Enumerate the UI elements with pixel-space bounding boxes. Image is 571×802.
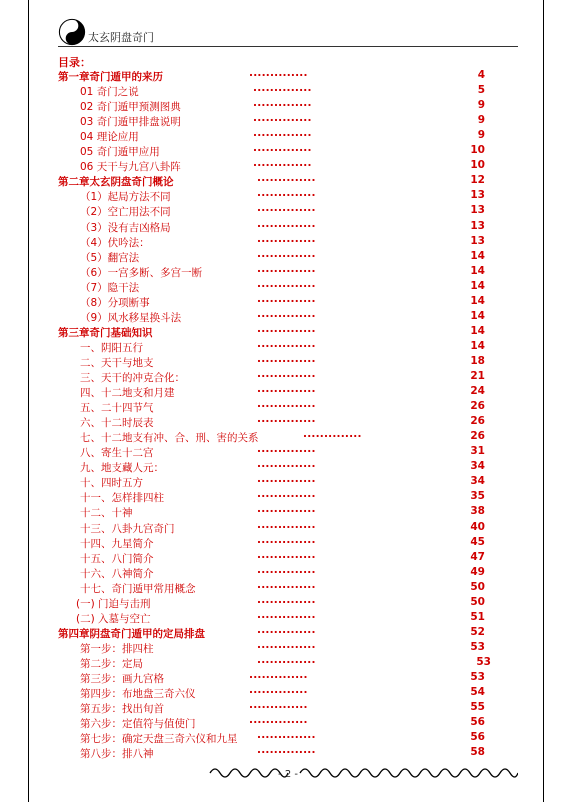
toc-leader-dots: .............. — [249, 699, 308, 712]
toc-entry-title: 01 奇门之说 — [80, 86, 139, 99]
toc-entry-title: 十、四时五方 — [80, 477, 143, 490]
toc-leader-dots: .............. — [257, 262, 316, 275]
toc-page-number: 10 — [470, 159, 485, 172]
toc-page-number: 14 — [470, 294, 485, 307]
toc-leader-dots: .............. — [257, 413, 316, 426]
toc-entry-title: （1）起局方法不同 — [80, 191, 171, 204]
toc-entry-title: （6）一宫多断、多宫一断 — [80, 266, 203, 279]
toc-entry[interactable] — [0, 746, 571, 761]
toc-entry-title: （5）翻宫法 — [80, 251, 140, 264]
toc-entry-title: 四、十二地支和月建 — [80, 387, 175, 400]
toc-entry-title: (二) 入墓与空亡 — [76, 612, 151, 625]
toc-page-number: 34 — [470, 475, 485, 488]
toc-leader-dots: .............. — [257, 337, 316, 350]
toc-entry-title: 第一步：排四柱 — [80, 642, 154, 655]
toc-page-number: 38 — [470, 505, 485, 518]
toc-leader-dots: .............. — [257, 608, 316, 621]
toc-page-number: 31 — [470, 445, 485, 458]
toc-entry-title: （7）隐干法 — [80, 281, 140, 294]
toc-entry-title: 八、寄生十二宫 — [80, 447, 154, 460]
toc-leader-dots: .............. — [257, 744, 316, 757]
toc-leader-dots: .............. — [253, 142, 312, 155]
toc-entry-title: 五、二十四节气 — [80, 402, 154, 415]
toc-entry-title: 六、十二时辰表 — [80, 417, 154, 430]
toc-entry-title: 第一章奇门遁甲的来历 — [58, 71, 163, 83]
toc-leader-dots: .............. — [257, 307, 316, 320]
toc-page-number: 51 — [470, 610, 485, 623]
toc-entry-title: 第三章奇门基础知识 — [58, 326, 153, 339]
toc-page-number: 21 — [470, 370, 485, 382]
toc-leader-dots: .............. — [257, 322, 316, 335]
toc-page-number: 14 — [470, 264, 485, 277]
toc-leader-dots: .............. — [257, 352, 316, 365]
toc-page-number: 53 — [470, 640, 485, 653]
toc-page-number: 14 — [470, 249, 485, 262]
toc-entry-title: （4）伏吟法： — [80, 236, 150, 249]
toc-leader-dots: .............. — [253, 112, 312, 125]
toc-leader-dots: .............. — [257, 473, 316, 486]
toc-page-number: 26 — [470, 430, 485, 443]
toc-page-number: 4 — [477, 69, 485, 81]
toc-entry-title: 第六步：定值符与值使门 — [80, 718, 196, 731]
toc-page-number: 50 — [470, 580, 485, 593]
toc-leader-dots: .............. — [257, 533, 316, 546]
toc-entry-title: 第七步：确定天盘三奇六仪和九星 — [80, 733, 238, 746]
toc-leader-dots: .............. — [303, 428, 362, 441]
toc-leader-dots: .............. — [249, 684, 308, 697]
toc-leader-dots: .............. — [257, 277, 316, 290]
toc-page-number: 50 — [470, 595, 485, 608]
page-number: - 2 - — [278, 769, 298, 780]
toc-page-number: 53 — [476, 655, 491, 668]
toc-leader-dots: .............. — [249, 714, 308, 727]
toc-entry-title: 第二章太玄阴盘奇门概论 — [58, 176, 174, 189]
toc-entry-title: 九、地支藏人元： — [80, 462, 164, 475]
toc-page-number: 14 — [470, 324, 485, 337]
toc-entry-title: 一、阴阳五行 — [80, 341, 143, 354]
toc-entry-title: 第二步：定局 — [80, 657, 143, 670]
toc-entry-title: 第四章阴盘奇门遁甲的定局排盘 — [58, 627, 205, 640]
toc-entry-title: （9）风水移星换斗法 — [80, 311, 182, 324]
toc-leader-dots: .............. — [257, 247, 316, 260]
toc-entry-title: 十二、十神 — [80, 507, 133, 520]
toc-entry-title: 05 奇门遁甲应用 — [80, 146, 160, 159]
toc-page-number: 13 — [470, 234, 485, 247]
toc-entry-title: （8）分项断事 — [80, 296, 150, 309]
toc-page-number: 13 — [470, 219, 485, 232]
toc-leader-dots: .............. — [253, 157, 312, 170]
page-header — [58, 18, 518, 48]
toc-leader-dots: .............. — [249, 67, 308, 79]
toc-entry-title: 02 奇门遁甲预测图典 — [80, 101, 181, 114]
toc-entry-title: 03 奇门遁甲排盘说明 — [80, 116, 181, 129]
toc-leader-dots: .............. — [257, 383, 316, 396]
toc-leader-dots: .............. — [257, 548, 316, 561]
toc-page-number: 9 — [477, 129, 485, 142]
toc-entry-title: 十五、八门简介 — [80, 552, 154, 565]
toc-page-number: 13 — [470, 204, 485, 217]
toc-leader-dots: .............. — [257, 518, 316, 531]
toc-page-number: 24 — [470, 385, 485, 398]
toc-leader-dots: .............. — [257, 458, 316, 471]
toc-page-number: 47 — [470, 550, 485, 563]
toc-heading: 目录： — [58, 56, 91, 69]
toc-page-number: 52 — [470, 625, 485, 638]
toc-leader-dots: .............. — [257, 653, 316, 666]
toc-leader-dots: .............. — [257, 172, 316, 185]
toc-page-number: 12 — [470, 174, 485, 187]
toc-page-number: 35 — [470, 490, 485, 503]
toc-page-number: 18 — [470, 354, 485, 367]
toc-page-number: 13 — [470, 189, 485, 202]
toc-page-number: 5 — [477, 84, 485, 97]
toc-page-number: 14 — [470, 279, 485, 292]
toc-page-number: 9 — [477, 114, 485, 127]
toc-entry-title: 十一、怎样排四柱 — [80, 492, 164, 505]
toc-entry[interactable] — [0, 415, 571, 430]
toc-page-number: 56 — [470, 731, 485, 744]
toc-page-number: 26 — [470, 415, 485, 428]
toc-page-number: 9 — [477, 99, 485, 112]
toc-leader-dots: .............. — [257, 232, 316, 245]
toc-leader-dots: .............. — [257, 638, 316, 651]
yin-yang-icon — [58, 18, 86, 46]
toc-entry-title: 第三步：画九宫格 — [80, 673, 164, 685]
toc-leader-dots: .............. — [257, 202, 316, 215]
toc-page-number: 56 — [470, 716, 485, 729]
toc-entry-title: 04 理论应用 — [80, 131, 139, 144]
toc-page-number: 26 — [470, 400, 485, 413]
toc-page-number: 55 — [470, 701, 485, 714]
toc-entry-title: 二、天干与地支 — [80, 356, 154, 369]
toc-page-number: 10 — [470, 144, 485, 157]
toc-entry-title: 06 天干与九宫八卦阵 — [80, 161, 181, 174]
toc-page-number: 34 — [470, 460, 485, 473]
toc-leader-dots: .............. — [257, 729, 316, 742]
toc-leader-dots: .............. — [257, 623, 316, 636]
toc-entry-title: （2）空亡用法不同 — [80, 206, 171, 219]
toc-entry-title: 三、天干的冲克合化： — [80, 372, 185, 384]
toc-leader-dots: .............. — [257, 593, 316, 606]
toc-leader-dots: .............. — [257, 488, 316, 501]
toc-leader-dots: .............. — [253, 127, 312, 140]
toc-leader-dots: .............. — [257, 187, 316, 200]
toc-entry-title: (一) 门迫与击刑 — [76, 597, 151, 610]
toc-leader-dots: .............. — [253, 97, 312, 110]
toc-entry-title: 七、十二地支有冲、合、刑、害的关系 — [80, 432, 259, 445]
toc-entry-title: 十七、奇门遁甲常用概念 — [80, 582, 196, 595]
toc-entry-title: 十四、九星简介 — [80, 537, 154, 550]
header-divider — [58, 46, 518, 47]
toc-leader-dots: .............. — [253, 82, 312, 95]
toc-page-number: 14 — [470, 339, 485, 352]
right-ornament-icon — [298, 766, 518, 780]
toc-entry-title: 十三、八卦九宫奇门 — [80, 522, 175, 535]
toc-page-number: 40 — [470, 520, 485, 533]
toc-entry-title: （3）没有吉凶格局 — [80, 221, 171, 234]
toc-leader-dots: .............. — [257, 503, 316, 516]
toc-page-number: 14 — [470, 309, 485, 322]
toc-leader-dots: .............. — [257, 443, 316, 456]
toc-page-number: 45 — [470, 535, 485, 548]
header-title: 太玄阴盘奇门 — [88, 31, 154, 44]
toc-entry-title: 第四步：布地盘三奇六仪 — [80, 688, 196, 701]
toc-entry-title: 第五步：找出旬首 — [80, 703, 164, 716]
toc-page-number: 53 — [470, 671, 485, 683]
toc-page-number: 54 — [470, 686, 485, 699]
toc-leader-dots: .............. — [257, 563, 316, 576]
page-footer — [58, 764, 518, 786]
toc-page-number: 58 — [470, 746, 485, 759]
toc-entry-title: 十六、八神简介 — [80, 567, 154, 580]
toc-leader-dots: .............. — [257, 368, 316, 380]
toc-leader-dots: .............. — [257, 398, 316, 411]
toc-leader-dots: .............. — [249, 669, 308, 681]
toc-leader-dots: .............. — [257, 578, 316, 591]
toc-page-number: 49 — [470, 565, 485, 578]
toc-leader-dots: .............. — [257, 292, 316, 305]
toc-entry-title: 第八步：排八神 — [80, 748, 154, 761]
toc-leader-dots: .............. — [257, 217, 316, 230]
